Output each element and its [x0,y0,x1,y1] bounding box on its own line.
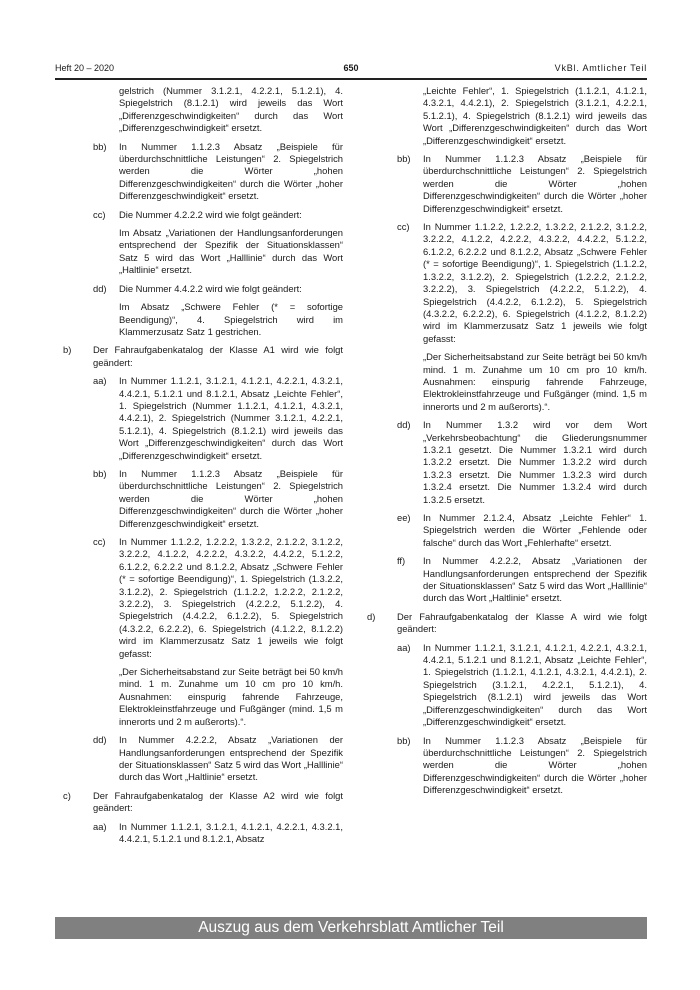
item-label: d) [367,610,376,622]
item-text: In Nummer 1.1.2.1, 3.1.2.1, 4.1.2.1, 4.2.2.1, 4.3.2.1, 4.4.2.1, 5.1.2.1 und 8.1.2.1, Absatz „Leichte Fehler“, 1. Spiegelstrich (1.1.2.1, 4.1.2.1, 4.3.2.1, 4.4.2.1), 2. Spiegelstrich (3.1.2.1, 4.2.2.1, 5.1.2.1), 4. Spiegelstrich (8.1.2.1) wird jeweils das Wort „Differenzgeschwindigkeiten“ durch das Wort „Differenzgeschwindigkeit“ ersetzt. [423,641,647,728]
item-label: dd) [93,734,107,746]
list-item [367,419,647,506]
item-text: In Nummer 1.1.2.3 Absatz „Beispiele für überdurchschnittliche Leistungen“ 2. Spiegelstrich werden die Wörter „hohen Differenzgeschwindigkeiten“ durch die Wörter „hoher Differenzgeschwindigkeit“ ersetzt. [119,140,343,202]
journal-title: VkBl. Amtlicher Teil [554,63,647,73]
item-text: In Nummer 1.1.2.2, 1.2.2.2, 1.3.2.2, 2.1.2.2, 3.1.2.2, 3.2.2.2, 4.1.2.2, 4.2.2.2, 4.3.2.2, 4.4.2.2, 5.1.2.2, 6.1.2.2, 6.2.2.2 und 8.1.2.2, Absatz „Schwere Fehler (* = sofortige Beendigung)“, 1. Spiegelstrich (1.1.2.2, 1.3.2.2, 3.1.2.2), 2. Spiegelstrich (1.2.2.2, 2.1.2.2, 3.2.2.2), 3. Spiegelstrich (4.2.2.2, 5.1.2.2), 4. Spiegelstrich (4.4.2.2, 6.1.2.2), 5. Spiegelstrich (4.3.2.2, 6.2.2.2), 6. Spiegelstrich (4.1.2.2, 8.1.2.2) wird im Klammerzusatz Satz 1 jeweils wie folgt gefasst: [423,221,647,344]
item-label: bb) [93,467,107,479]
item-text: Der Fahraufgabenkatalog der Klasse A2 wird wie folgt geändert: [93,789,343,814]
item-text: In Nummer 1.1.2.3 Absatz „Beispiele für überdurchschnittliche Leistungen“ 2. Spiegelstrich werden die Wörter „hohen Differenzgeschwindigkeiten“ durch die Wörter „hoher Differenzgeschwindigkeit“ ersetzt. [423,153,647,214]
item-label: aa) [397,641,411,653]
item-text: In Nummer 1.1.2.3 Absatz „Beispiele für überdurchschnittliche Leistungen“ 2. Spiegelstrich werden die Wörter „hohen Differenzgeschwindigkeiten“ durch die Wörter „hoher Differenzgeschwindigkeit“ ersetzt. [119,467,343,529]
page-header [55,62,647,78]
item-label: aa) [93,820,107,832]
header-divider [55,78,647,80]
list-item [63,283,343,295]
list-item [367,221,647,345]
right-column [367,85,647,913]
list-item [367,153,647,215]
list-item [63,734,343,784]
item-label: cc) [397,221,410,233]
list-item [63,141,343,203]
list-item [367,642,647,729]
issue-number: Heft 20 – 2020 [55,63,115,73]
list-item [367,611,647,636]
continuation-text: gelstrich (Nummer 3.1.2.1, 4.2.2.1, 5.1.2.1), 4. Spiegelstrich (8.1.2.1) wird jeweils das Wort „Differenzgeschwindigkeiten“ durch das Wort „Differenzgeschwindigkeit“ ersetzt. [119,85,343,134]
item-text: In Nummer 4.2.2.2, Absatz „Variationen der Handlungsanforderungen entsprechend der Spezifik der Situationsklassen“ Satz 5 wird das Wort „Halllinie“ durch das Wort „Haltlinie“ ersetzt. [423,555,647,604]
list-item [63,821,343,846]
item-label: aa) [93,375,107,387]
item-text: In Nummer 1.1.2.2, 1.2.2.2, 1.3.2.2, 2.1.2.2, 3.1.2.2, 3.2.2.2, 4.1.2.2, 4.2.2.2, 4.3.2.2, 4.4.2.2, 5.1.2.2, 6.1.2.2, 6.2.2.2 und 8.1.2.2, Absatz „Schwere Fehler (* = sofortige Beendigung)“, 1. Spiegelstrich (1.3.2.2, 3.1.2.2), 2. Spiegelstrich (1.1.2.2, 1.2.2.2, 2.1.2.2, 3.2.2.2), 3. Spiegelstrich (4.2.2.2, 5.1.2.2), 4. Spiegelstrich (4.4.2.2, 6.1.2.2), 5. Spiegelstrich (4.3.2.2, 6.2.2.2), 6. Spiegelstrich (4.1.2.2, 8.1.2.2) wird im Klammerzusatz Satz 1 jeweils wie folgt gefasst: [119,536,343,659]
footer-banner: Auszug aus dem Verkehrsblatt Amtlicher Teil [55,917,647,939]
item-text: In Nummer 4.2.2.2, Absatz „Variationen der Handlungsanforderungen entsprechend der Spezifik der Situationsklassen“ Satz 5 wird das Wort „Halllinie“ durch das Wort „Haltlinie“ ersetzt. [119,734,343,783]
item-text: Die Nummer 4.4.2.2 wird wie folgt geändert: [119,282,302,294]
item-label: bb) [397,153,411,165]
item-text: In Nummer 2.1.2.4, Absatz „Leichte Fehler“ 1. Spiegelstrich werden die Wörter „Fehlende oder falsche“ durch das Wort „Fehlerhafte“ ersetzt. [423,512,647,548]
list-item [63,536,343,660]
item-label: ee) [397,512,411,523]
item-text: In Nummer 1.1.2.1, 3.1.2.1, 4.1.2.1, 4.2.2.1, 4.3.2.1, 4.4.2.1, 5.1.2.1 und 8.1.2.1, Absatz „Leichte Fehler“, 1. Spiegelstrich (Nummer 1.1.2.1, 4.1.2.1, 4.3.2.1, 4.4.2.1), 2. Spiegelstrich (Nummer 3.1.2.1, 4.2.2.1, 5.1.2.1), 4. Spiegelstrich (8.1.2.1) wird jeweils das Wort „Differenzgeschwindigkeiten“ durch das Wort „Differenzgeschwindigkeit“ ersetzt. [119,375,343,461]
item-label: bb) [397,734,411,746]
quoted-text: „Der Sicherheitsabstand zur Seite beträgt bei 50 km/h mind. 1 m. Zunahme um 10 cm pro 10 km/h. Ausnahmen: einspurig fahrende Fahrzeuge, Elektrokleinstfahrzeuge und Fußgänger (mind. 1,5 m innerorts und 2 m außerorts).“. [119,666,343,727]
item-text: In Nummer 1.1.2.3 Absatz „Beispiele für überdurchschnittliche Leistungen“ 2. Spiegelstrich werden die Wörter „hohen Differenzgeschwindigkeiten“ durch die Wörter „hoher Differenzgeschwindigkeit“ ersetzt. [423,734,647,796]
item-label: bb) [93,140,107,152]
list-item [63,468,343,530]
list-item [63,790,343,815]
left-column [63,85,343,913]
item-text: In Nummer 1.3.2 wird vor dem Wort „Verkehrsbeobachtung“ die Gliederungsnummer 1.3.2.1 gesetzt. Die Nummer 1.3.2.1 wird durch 1.3.2.2 ersetzt. Die Nummer 1.3.2.2 wird durch 1.3.2.3 ersetzt. Die Nummer 1.3.2.3 wird durch 1.3.2.4 ersetzt. Die Nummer 1.3.2.4 wird durch 1.3.2.5 ersetzt. [423,419,647,505]
list-item [63,375,343,462]
item-label: cc) [93,536,106,547]
sub-paragraph: Im Absatz „Schwere Fehler (* = sofortige Beendigung)“, 4. Spiegelstrich wird im Klammerzusatz Satz 1 gestrichen. [119,301,343,337]
quoted-text: „Der Sicherheitsabstand zur Seite beträgt bei 50 km/h mind. 1 m. Zunahme um 10 cm pro 10 km/h. Ausnahmen: einspurig fahrende Fahrzeuge, Elektrokleinstfahrzeuge und Fußgänger (mind. 1,5 m innerorts und 2 m außerorts).“. [423,351,647,412]
list-item [367,555,647,605]
item-label: c) [63,789,71,801]
list-item [63,344,343,369]
list-item [63,209,343,221]
item-label: ff) [397,555,406,567]
list-item [367,512,647,549]
item-label: dd) [397,419,411,431]
list-item [367,735,647,797]
page-number: 650 [343,63,359,73]
continuation-text: „Leichte Fehler“, 1. Spiegelstrich (1.1.2.1, 4.1.2.1, 4.3.2.1, 4.4.2.1), 2. Spiegelstrich (3.1.2.1, 4.2.2.1, 5.1.2.1), 4. Spiegelstrich (8.1.2.1) wird jeweils das Wort „Differenzgeschwindigkeiten“ durch das Wort „Differenzgeschwindigkeit“ ersetzt. [423,85,647,146]
item-label: dd) [93,282,107,294]
item-label: cc) [93,208,106,220]
sub-paragraph: Im Absatz „Variationen der Handlungsanforderungen entsprechend der Spezifik der Situationsklassen“ Satz 5 wird das Wort „Halllinie“ durch das Wort „Haltlinie“ ersetzt. [119,227,343,276]
item-label: b) [63,344,72,356]
item-text: Der Fahraufgabenkatalog der Klasse A wird wie folgt geändert: [397,610,647,635]
item-text: Die Nummer 4.2.2.2 wird wie folgt geändert: [119,208,302,220]
item-text: Der Fahraufgabenkatalog der Klasse A1 wird wie folgt geändert: [93,344,343,368]
item-text: In Nummer 1.1.2.1, 3.1.2.1, 4.1.2.1, 4.2.2.1, 4.3.2.1, 4.4.2.1, 5.1.2.1 und 8.1.2.1, Absatz [119,820,343,844]
